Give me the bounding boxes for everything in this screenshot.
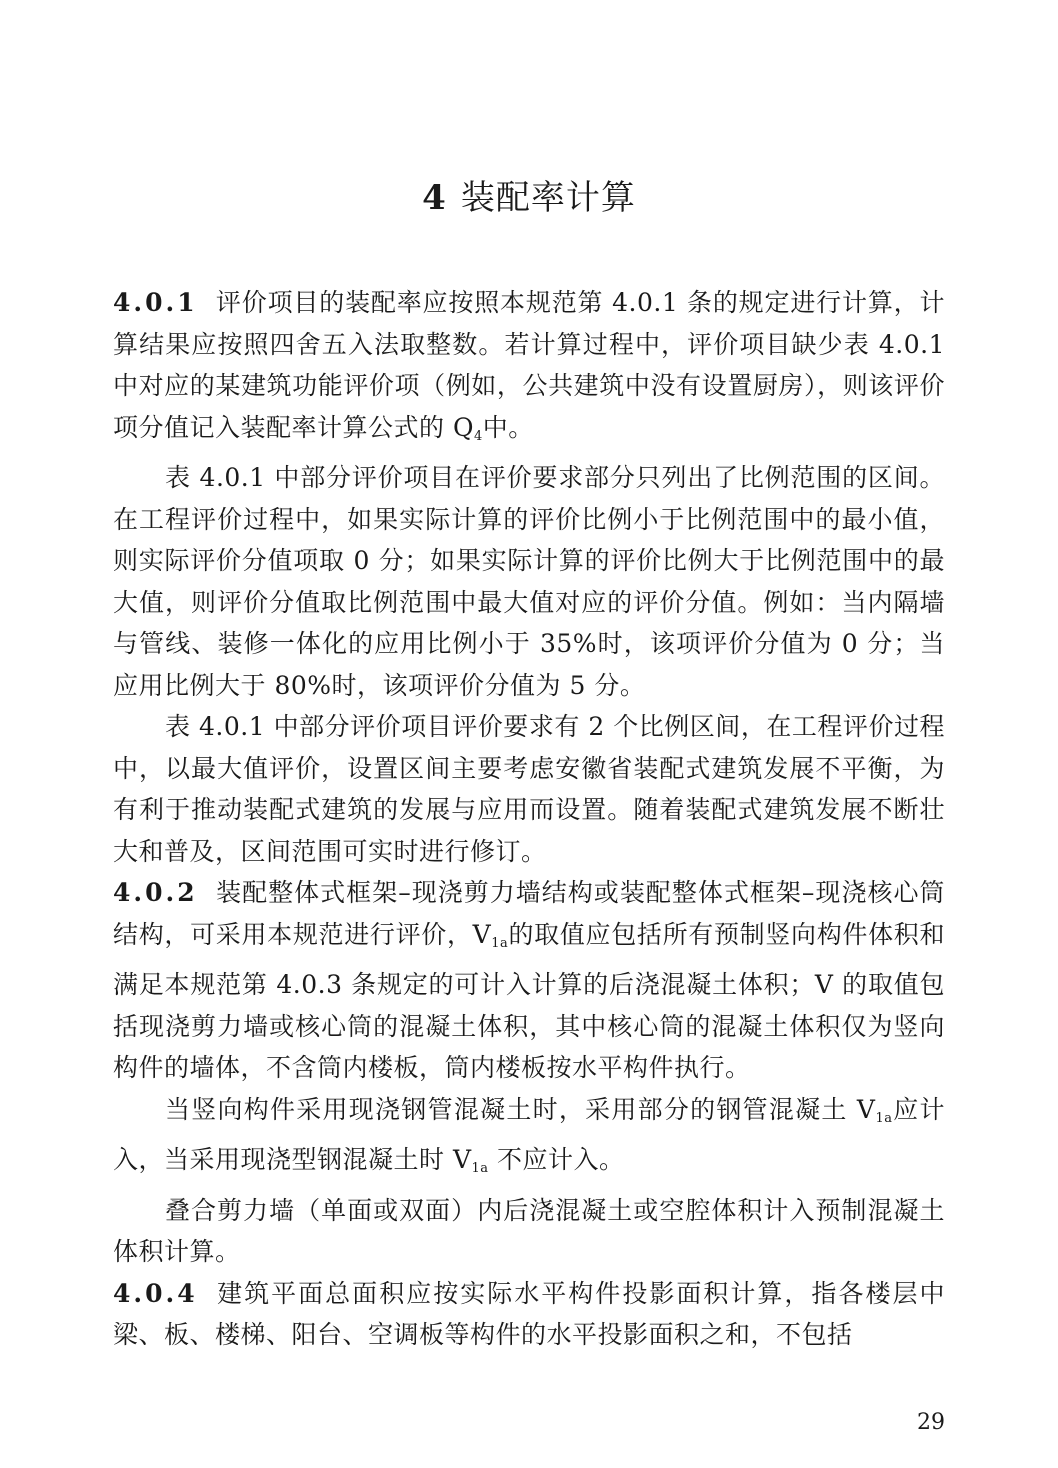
paragraph-text: 表 4.0.1 中部分评价项目在评价要求部分只列出了比例范围的区间。在工程评价过程中，如果实际计算的评价比例小于比例范围中的最小值，则实际评价分值项取 0 分；如果实际计算的评价比例大于比例范围中的最大值，则评价分值取比例范围中最大值对应的评价分值。例如：当内隔墙与管线、装修一体化的应用比例小于 35%时，该项评价分值为 0 分；当应用比例大于 80%时，该项评价分值为 5 分。: [113, 463, 945, 700]
chapter-title: [0, 172, 1058, 224]
chapter-number: 4: [422, 178, 447, 218]
paragraph: [113, 872, 945, 1089]
paragraph-text: 当竖向构件采用现浇钢管混凝土时，采用部分的钢管混凝土 V: [165, 1094, 876, 1124]
chapter-title-text: 装配率计算: [460, 178, 636, 218]
paragraph-text: 应计入，当采用现浇型钢混凝土时 V: [113, 1094, 945, 1174]
paragraph: [113, 282, 945, 457]
paragraph-text: 叠合剪力墙（单面或双面）内后浇混凝土或空腔体积计入预制混凝土体积计算。: [113, 1195, 945, 1266]
paragraph: [113, 706, 945, 872]
clause-number: 4.0.1: [113, 288, 198, 317]
paragraph-text: 的取值应包括所有预制竖向构件体积和满足本规范第 4.0.3 条规定的可计入计算的后浇混凝土体积；V 的取值包括现浇剪力墙或核心筒的混凝土体积，其中核心筒的混凝土体积仅为竖向构件的墙体，不含筒内楼板，筒内楼板按水平构件执行。: [113, 919, 945, 1082]
subscript: 1a: [875, 1110, 893, 1126]
page-number: 29: [917, 1410, 945, 1435]
clause-number: 4.0.4: [113, 1278, 198, 1308]
clause-number: 4.0.2: [113, 878, 198, 907]
body-text: [113, 282, 945, 1356]
paragraph-text: 评价项目的装配率应按照本规范第 4.0.1 条的规定进行计算，计算结果应按照四舍五入法取整数。若计算过程中，评价项目缺少表 4.0.1 中对应的某建筑功能评价项（例如，公共建筑中没有设置厨房），则该评价项分值记入装配率计算公式的 Q: [113, 288, 945, 442]
subscript: 4: [473, 428, 483, 444]
paragraph-text: 建筑平面总面积应按实际水平构件投影面积计算，指各楼层中梁、板、楼梯、阳台、空调板等构件的水平投影面积之和，不包括: [113, 1278, 945, 1349]
paragraph-text: 装配整体式框架–现浇剪力墙结构或装配整体式框架–现浇核心筒结构，可采用本规范进行评价，V: [113, 878, 945, 949]
paragraph: [113, 1273, 945, 1356]
paragraph: [113, 1089, 945, 1190]
paragraph-text: 不应计入。: [488, 1145, 625, 1174]
paragraph-text: 表 4.0.1 中部分评价项目评价要求有 2 个比例区间，在工程评价过程中，以最大值评价，设置区间主要考虑安徽省装配式建筑发展不平衡，为有利于推动装配式建筑的发展与应用而设置。随着装配式建筑发展不断壮大和普及，区间范围可实时进行修订。: [113, 712, 945, 866]
paragraph: [113, 457, 945, 706]
subscript: 1a: [491, 935, 509, 951]
paragraph-text: 中。: [482, 412, 534, 442]
paragraph: [113, 1190, 945, 1273]
subscript: 1a: [471, 1161, 489, 1176]
